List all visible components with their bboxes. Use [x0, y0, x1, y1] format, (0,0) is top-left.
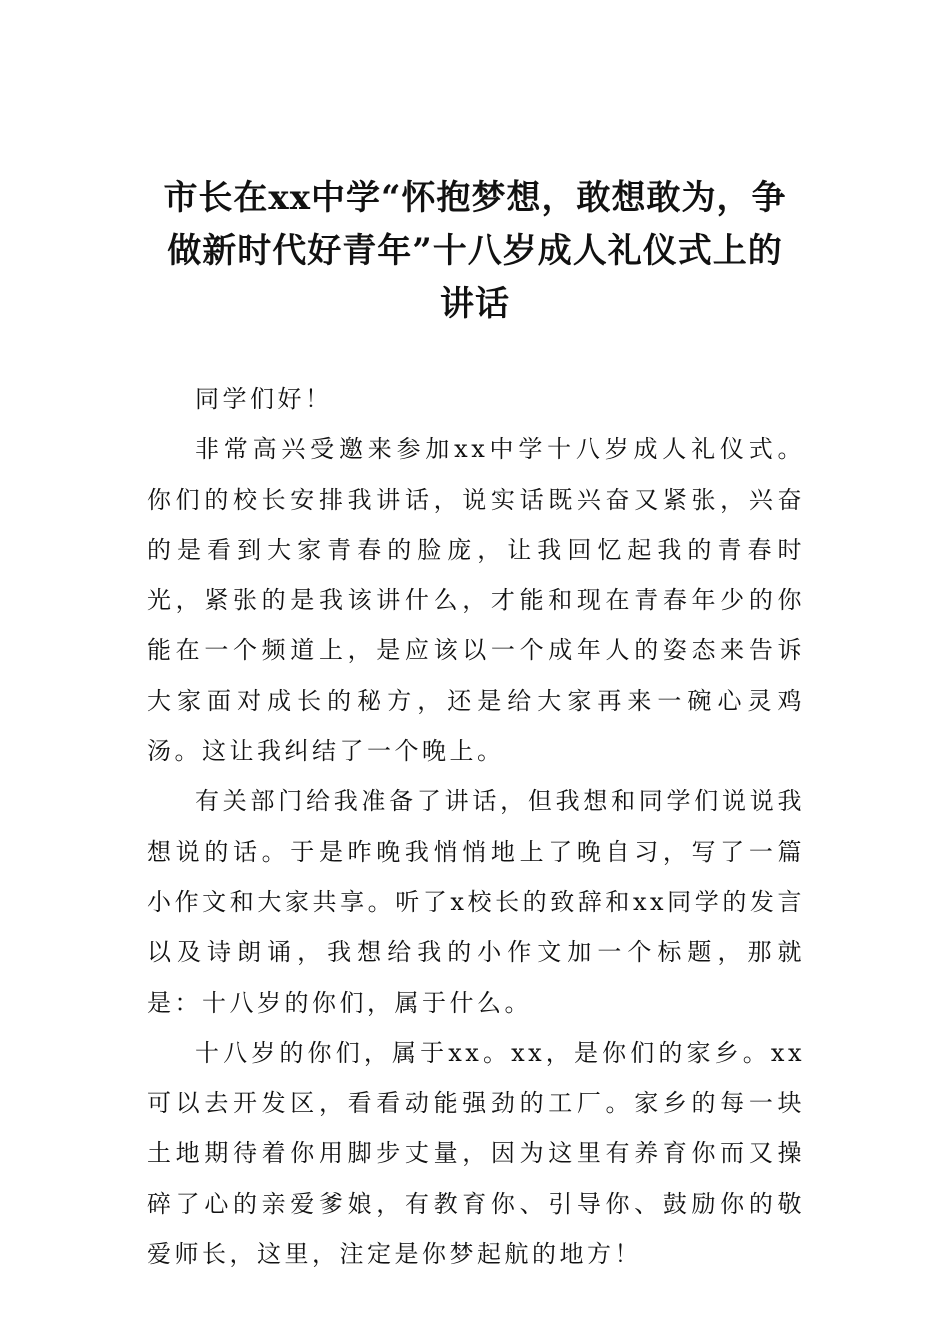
paragraph: 有关部门给我准备了讲话，但我想和同学们说说我想说的话。于是昨晚我悄悄地上了晚自习，写了一篇小作文和大家共享。听了x校长的致辞和xx同学的发言以及诗朗诵，我想给我的小作文加一个标题，那就是：十八岁的你们，属于什么。: [147, 787, 805, 1017]
paragraph: 非常高兴受邀来参加xx中学十八岁成人礼仪式。你们的校长安排我讲话，说实话既兴奋又紧张，兴奋的是看到大家青春的脸庞，让我回忆起我的青春时光，紧张的是我该讲什么，才能和现在青春年少的你能在一个频道上，是应该以一个成年人的姿态来告诉大家面对成长的秘方，还是给大家再来一碗心灵鸡汤。这让我纠结了一个晚上。: [147, 435, 805, 766]
document-body: [147, 374, 805, 1279]
title-line-1: 市长在xx中学“怀抱梦想，敢想敢为，争: [163, 178, 787, 218]
paragraph-greeting: 同学们好！: [195, 385, 333, 413]
document-title: [140, 172, 810, 331]
paragraph: 十八岁的你们，属于xx。xx，是你们的家乡。xx可以去开发区，看看动能强劲的工厂。家乡的每一块土地期待着你用脚步丈量，因为这里有养育你而又操碎了心的亲爱爹娘，有教育你、引导你、鼓励你的敬爱师长，这里，注定是你梦起航的地方！: [147, 1038, 805, 1269]
title-line-3: 讲话: [440, 284, 510, 324]
title-line-2: 做新时代好青年”十八岁成人礼仪式上的: [167, 231, 783, 271]
